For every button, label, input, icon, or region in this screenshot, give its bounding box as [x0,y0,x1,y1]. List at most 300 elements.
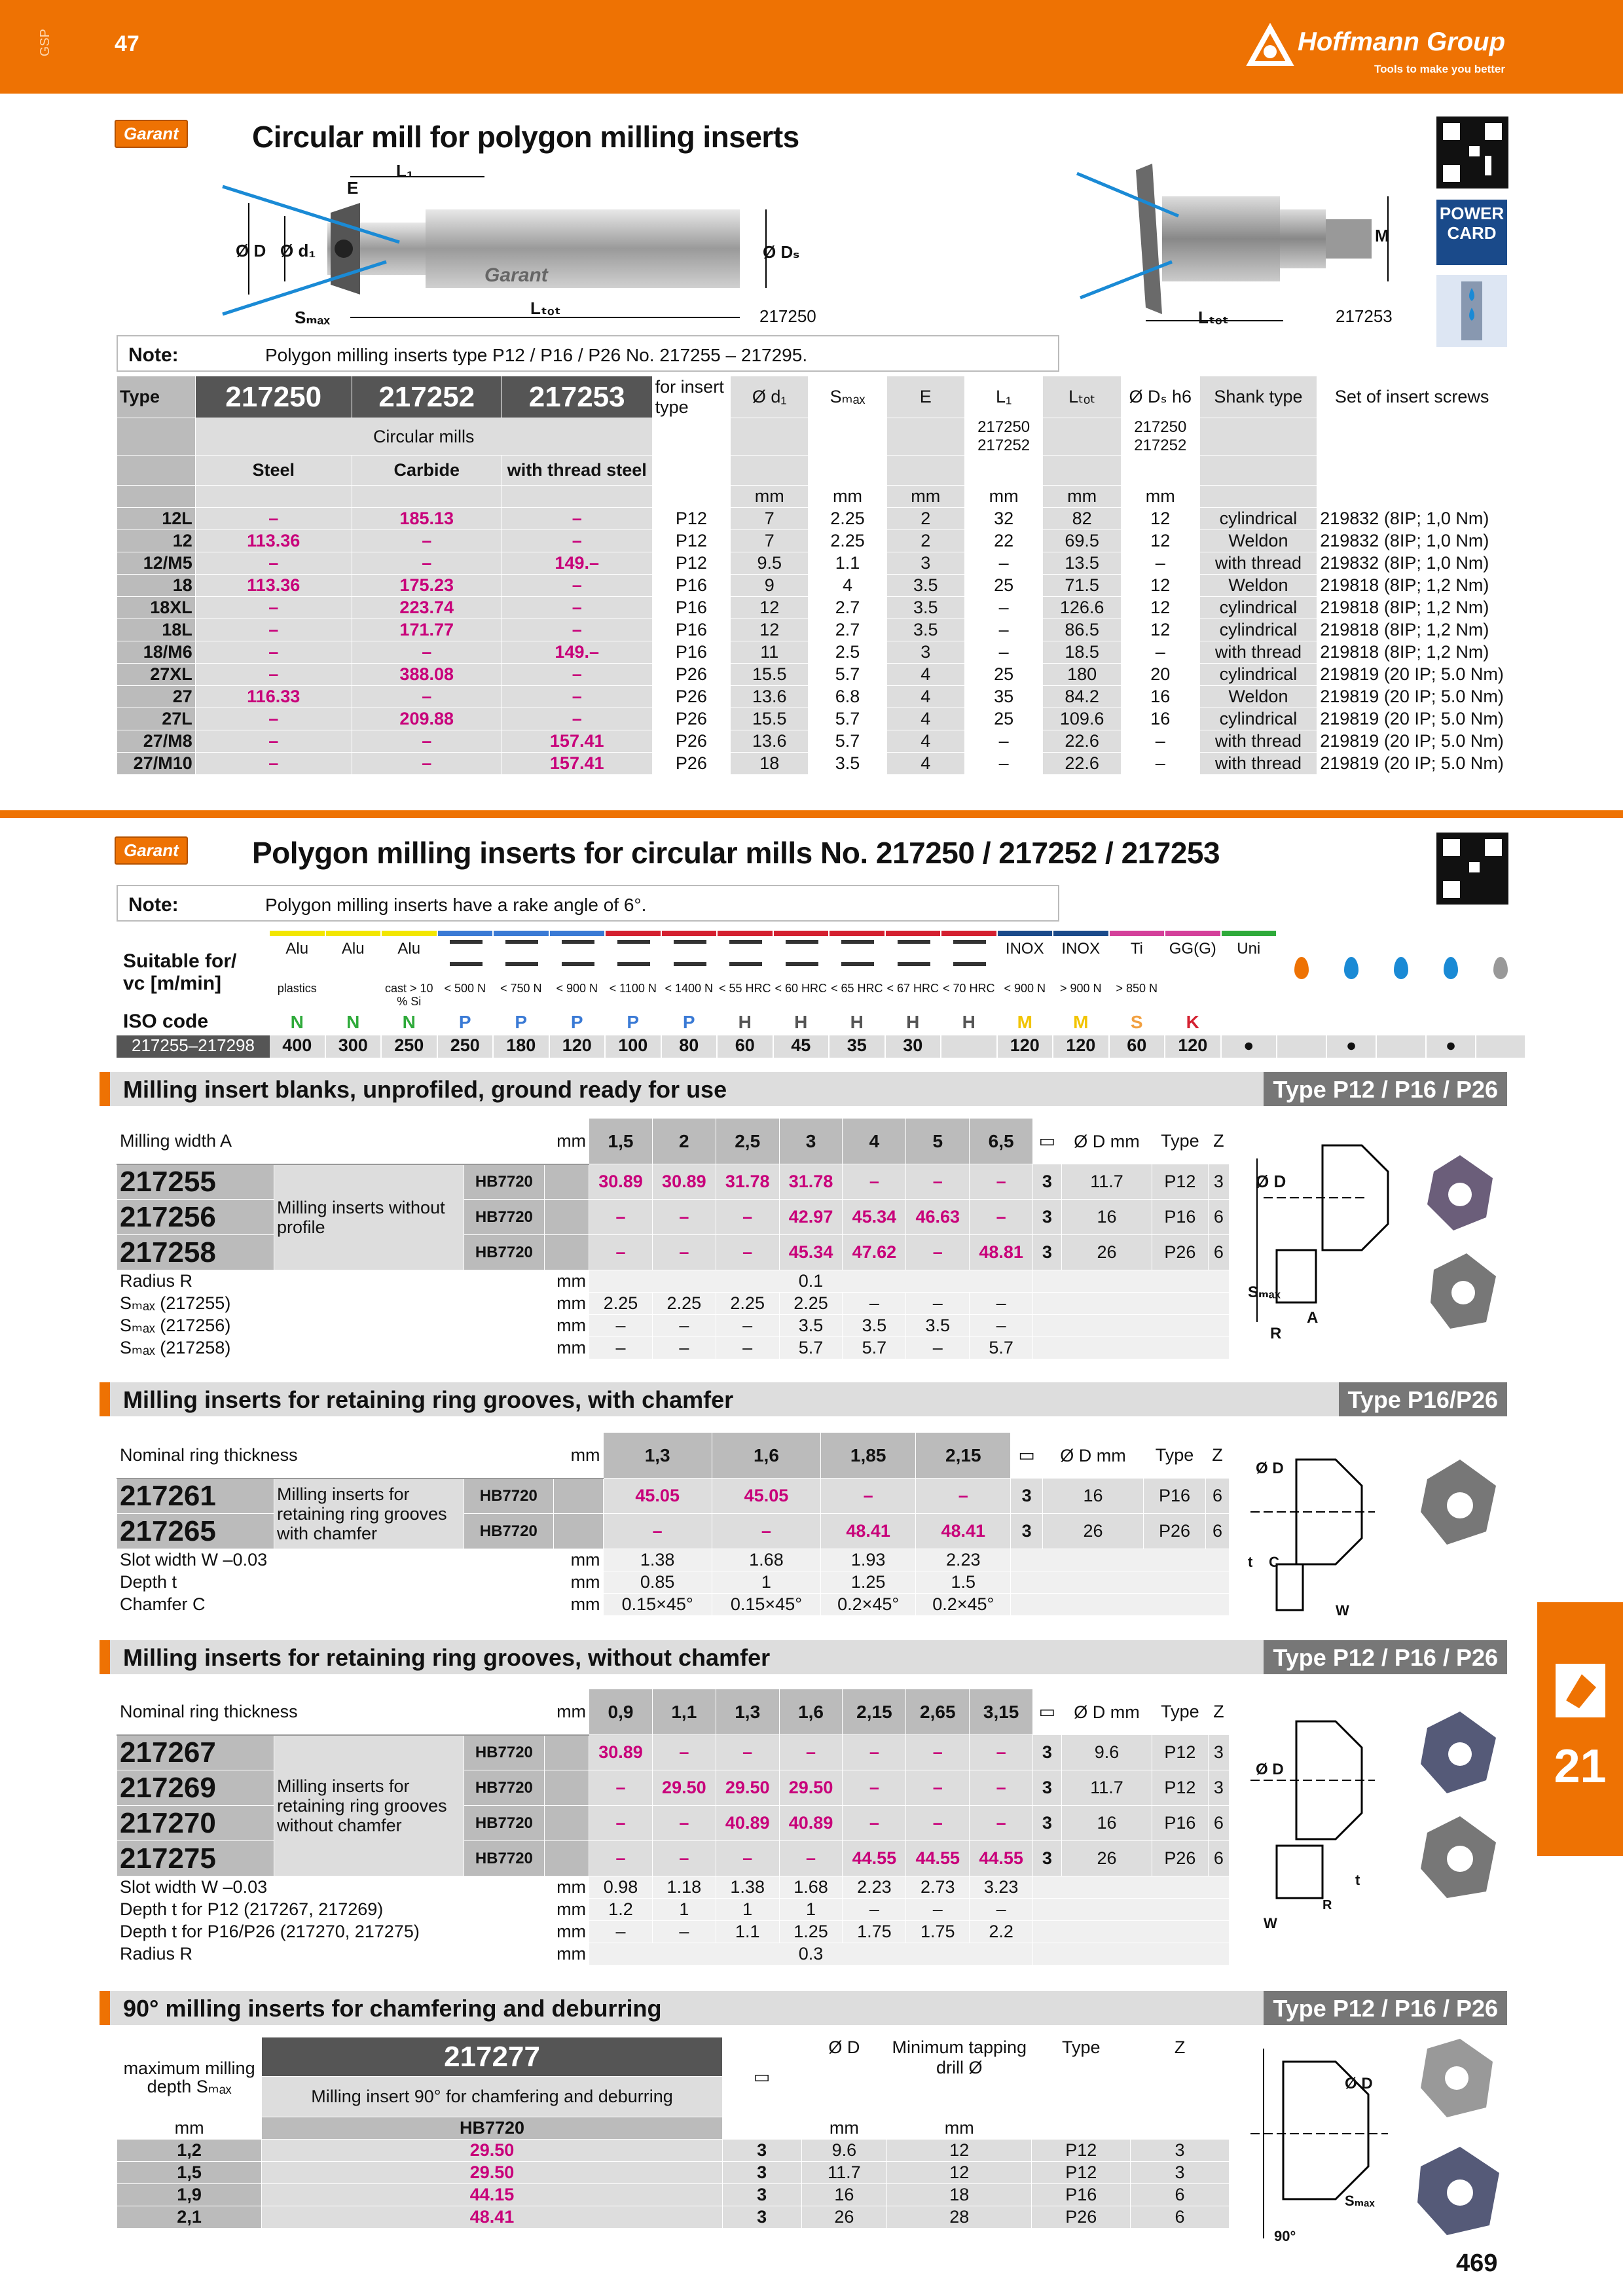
z-cell: 6 [1206,1514,1230,1549]
price-cell: – [916,1479,1011,1514]
dim-cell: 25 [964,664,1043,686]
insert-type-cell: P26 [652,753,730,775]
iso-label: ISO code [123,1011,209,1032]
material-sub: < 65 HRC [830,982,883,995]
insert-type-cell: P26 [652,686,730,708]
smax-value: – [970,1315,1033,1337]
dim-cell: 109.6 [1043,708,1121,730]
shank-cell: cylindrical [1199,664,1317,686]
diag-smax: Sₘₐₓ [1248,1283,1281,1301]
price-cell: – [195,641,352,664]
shank-cell: Weldon [1199,575,1317,597]
dim-cell: 4 [886,664,964,686]
depth-cell: 1,5 [117,2162,262,2184]
z-cell: 6 [1206,1479,1230,1514]
dim-cell: 1.1 [809,552,886,575]
extra-value: 1.25 [821,1571,916,1594]
table-row [117,597,1507,619]
type-header: Type [1032,2037,1131,2117]
deburr-diagram [1244,2036,1519,2251]
extra-row [117,1549,1230,1571]
price-cell: 44.55 [843,1841,906,1876]
material-column [886,931,941,1059]
note-text: Polygon milling inserts type P12 / P16 / P26 No. 217255 – 217295. [265,345,808,365]
chamfer-diagram [1244,1440,1519,1630]
iso-code: P [515,1012,528,1032]
diag-d: Ø D [1256,1172,1286,1191]
article-number: 217269 [117,1770,274,1806]
dim-cell: 7 [731,530,809,552]
blanks-diagram [1244,1132,1519,1355]
size-header: 4 [843,1119,906,1164]
qty-cell: 3 [1033,1806,1062,1841]
row-label: Depth t for P12 (217267, 217269) [117,1899,545,1921]
value-cell: P16 [1032,2184,1131,2206]
label-art-217253: 217253 [1336,306,1393,326]
screws-cell: 219819 (20 IP; 5.0 Nm) [1317,686,1507,708]
material-column [326,931,381,1059]
material-sub: cast > 10 % Si [384,982,433,1008]
z-cell: 6 [1208,1806,1229,1841]
spacer [1011,1594,1230,1616]
depth-cell: 1,9 [117,2184,262,2206]
vc-value: 80 [662,1035,717,1058]
grade: HB7720 [464,1841,545,1876]
thread-label: with thread steel [501,456,652,486]
label-l1: L₁ [396,161,414,181]
iso-code: H [738,1012,752,1032]
extra-value: 1 [779,1899,843,1921]
grade: HB7720 [464,1235,545,1270]
price-cell: 45.05 [712,1479,820,1514]
material-column [941,931,996,1059]
dim-cell: 11 [731,641,809,664]
table-row [117,686,1507,708]
nochamfer-diag-r: R [1322,1898,1332,1912]
price-cell: – [195,597,352,619]
extra-value: 0.85 [603,1571,712,1594]
vc-label: vc [m/min] [123,973,222,994]
d-cell: 16 [1042,1479,1143,1514]
material-column [1165,931,1220,1059]
brand-name: Hoffmann Group [1297,27,1505,56]
description: Milling inserts for retaining ring grooves with chamfer [274,1479,464,1549]
chapter-number: 21 [1554,1740,1607,1793]
shank-cell: Weldon [1199,530,1317,552]
price-cell: – [195,619,352,641]
material-color-bar [662,931,717,936]
iso-code: P [682,1012,695,1032]
smax-value: 3.5 [843,1315,906,1337]
smax-value: – [652,1337,716,1359]
price-cell: 29.50 [716,1770,779,1806]
dim-cell: – [964,753,1043,775]
material-top: Ti [1130,940,1143,958]
spacer [544,1235,589,1270]
row-label: Depth t for P16/P26 (217270, 217275) [117,1921,545,1943]
nochamfer-header [100,1640,1507,1674]
article-number: 217265 [117,1514,274,1549]
vc-value: 300 [326,1035,381,1058]
price-cell: 44.55 [970,1841,1033,1876]
extra-value: – [970,1899,1033,1921]
material-sub: < 1400 N [665,982,714,995]
price-cell: – [352,552,501,575]
label-m: M [1375,226,1389,245]
dim-cell: 3.5 [886,575,964,597]
dim-cell: 18 [731,753,809,775]
nochamfer-diag-w: W [1264,1915,1277,1931]
value-cell: P26 [1032,2206,1131,2229]
material-color-bar [941,931,996,936]
label-ltot-2: Lₜₒₜ [1198,308,1229,327]
price-cell: 44.15 [262,2184,723,2206]
price-cell: 46.63 [906,1200,970,1235]
value-cell: P12 [1032,2140,1131,2162]
qr-code-icon-2[interactable] [1436,833,1508,905]
spacer [544,1200,589,1235]
screws-cell: 219819 (20 IP; 5.0 Nm) [1317,730,1507,753]
price-cell: – [716,1235,779,1270]
dim-cell: 126.6 [1043,597,1121,619]
insert-type-cell: P26 [652,730,730,753]
diag-r: R [1270,1325,1282,1342]
price-cell: 175.23 [352,575,501,597]
nochamfer-table [117,1689,1230,1965]
table-row [117,2140,1230,2162]
table-row [117,1479,1230,1514]
coolant-drop-icon [1394,957,1408,979]
vc-value: 120 [550,1035,605,1058]
ds-ref: 217250 217252 [1121,418,1199,456]
chamfer-title: Milling inserts for retaining ring grooves, with chamfer [123,1386,734,1413]
material-column [494,931,549,1059]
material-color-bar [998,931,1053,936]
blanks-type: Type P12 / P16 / P26 [1264,1072,1507,1106]
beam-icon [953,940,986,966]
label-art-217250: 217250 [759,306,816,326]
range-label: 217255–217298 [117,1035,270,1058]
material-column [774,931,829,1059]
insert-type-cell: P16 [652,641,730,664]
smax-value: – [716,1337,779,1359]
screws-cell: 219818 (8IP; 1,2 Nm) [1317,575,1507,597]
article-number: 217277 [262,2037,723,2077]
price-cell: – [652,1806,716,1841]
extra-value: 0.98 [589,1876,653,1899]
material-sub: < 750 N [500,982,542,995]
unit-mm: mm [544,1337,589,1359]
price-cell: 29.50 [262,2140,723,2162]
price-cell: 44.55 [906,1841,970,1876]
qty-cell: 3 [1011,1514,1043,1549]
material-color-bar [774,931,829,936]
spacer [1033,1270,1230,1293]
blanks-title: Milling insert blanks, unprofiled, ground ready for use [123,1076,727,1103]
smax-value: 2.25 [779,1293,843,1315]
price-cell: 30.89 [652,1164,716,1200]
price-cell: – [501,508,652,530]
value-cell: P12 [1032,2162,1131,2184]
price-cell: – [843,1735,906,1770]
type-header: Type [1152,1689,1208,1735]
table-row [117,1164,1230,1200]
price-cell: – [970,1200,1033,1235]
article-number: 217256 [117,1200,274,1235]
qty-cell: 3 [1033,1841,1062,1876]
dim-cell: 82 [1043,508,1121,530]
insert-type-cell: P16 [652,597,730,619]
type-cell: P26 [1152,1841,1208,1876]
value-cell: 3 [722,2140,801,2162]
size-header: 3,15 [970,1689,1033,1735]
unit-mm: mm [964,486,1043,508]
spacer [1011,1571,1230,1594]
extra-value: – [589,1921,653,1943]
material-column [606,931,661,1059]
iso-code: H [962,1012,976,1032]
type-cell: 27XL [117,664,196,686]
table-row [117,664,1507,686]
price-cell: – [352,641,501,664]
iso-code: P [458,1012,471,1032]
article-number: 217261 [117,1479,274,1514]
qty-cell: 3 [1011,1479,1043,1514]
material-column [1110,931,1165,1059]
extra-value: 1.75 [906,1921,970,1943]
spacer [1033,1921,1230,1943]
material-sub: < 60 HRC [775,982,828,995]
dim-cell: 180 [1043,664,1121,686]
col-smax: Sₘₐₓ [809,376,886,418]
extra-value: 2.23 [916,1549,1011,1571]
extra-value: 1 [652,1899,716,1921]
price-cell: 48.41 [821,1514,916,1549]
dim-cell: 22 [964,530,1043,552]
deburr-diag-angle: 90° [1274,2228,1296,2244]
price-cell: 185.13 [352,508,501,530]
type-cell: P16 [1152,1806,1208,1841]
screws-cell: 219819 (20 IP; 5.0 Nm) [1317,708,1507,730]
dim-cell: 12 [1121,530,1199,552]
dim-cell: 32 [964,508,1043,530]
label-ltot: Lₜₒₜ [530,298,561,318]
col-e: E [886,376,964,418]
size-header: 5 [906,1119,970,1164]
deburr-diag-d: Ø D [1345,2075,1373,2092]
vc-value: 120 [998,1035,1053,1058]
dim-cell: 13.6 [731,730,809,753]
size-header: 2 [652,1119,716,1164]
col-type: Type [117,376,196,418]
dim-cell: 3.5 [809,753,886,775]
qr-code-icon[interactable] [1436,117,1508,188]
material-color-bar [1165,931,1220,936]
price-cell: – [843,1806,906,1841]
iso-code: H [906,1012,920,1032]
dim-cell: 12 [731,619,809,641]
d-header: Ø D mm [1061,1119,1152,1164]
coolant-column [1327,931,1376,1059]
extra-row [117,1876,1230,1899]
material-top: INOX [1005,940,1044,958]
unit-mm: mm [544,1119,589,1164]
d-cell: 16 [1061,1806,1152,1841]
coolant-column [1427,931,1475,1059]
size-header: 1,6 [712,1433,820,1479]
d-header: Ø D mm [1061,1689,1152,1735]
unit-mm: mm [544,1876,589,1899]
material-sub: < 900 N [556,982,598,995]
iso-code: N [402,1012,416,1032]
d-cell: 11.7 [1061,1770,1152,1806]
price-cell: – [906,1735,970,1770]
price-cell: – [843,1164,906,1200]
chamfer-header [100,1382,1507,1416]
power-card-badge[interactable]: POWER CARD [1436,200,1507,265]
material-sub: > 850 N [1116,982,1158,995]
circular-mills-label: Circular mills [195,418,652,456]
price-cell: – [195,664,352,686]
section2-title: Polygon milling inserts for circular mills No. 217250 / 217252 / 217253 [252,836,1220,870]
unit-mm: mm [1121,486,1199,508]
value-cell: 3 [722,2162,801,2184]
price-cell: – [589,1770,653,1806]
coolant-column [1277,931,1326,1059]
type-cell: 27L [117,708,196,730]
dim-cell: 12 [1121,619,1199,641]
price-cell: 48.41 [262,2206,723,2229]
chapter-tab[interactable] [1537,1602,1623,1856]
size-header: 3 [779,1119,843,1164]
dim-cell: 16 [1121,686,1199,708]
unit-mm: mm [544,1315,589,1337]
deburr-header [100,1991,1507,2025]
table-row [117,2162,1230,2184]
dim-cell: – [1121,552,1199,575]
row-label: Sₘₐₓ (217258) [117,1337,545,1359]
price-cell: 29.50 [779,1770,843,1806]
price-cell: 40.89 [779,1806,843,1841]
extra-value: 1.1 [716,1921,779,1943]
dim-cell: 18.5 [1043,641,1121,664]
col-ds: Ø Dₛ h6 [1121,376,1199,418]
material-color-bar [606,931,661,936]
table-cell [722,2117,801,2140]
description: Milling inserts for retaining ring grooves without chamfer [274,1735,464,1876]
material-color-bar [718,931,773,936]
dim-cell: 3.5 [886,619,964,641]
beam-icon [898,940,930,966]
price-cell: – [603,1514,712,1549]
extra-row [117,1899,1230,1921]
shank-cell: with thread [1199,753,1317,775]
price-cell: – [501,708,652,730]
extra-value: 0.15×45° [712,1594,820,1616]
dim-cell: 6.8 [809,686,886,708]
drill-header: Minimum tapping drill Ø [887,2037,1032,2117]
price-cell: 47.62 [843,1235,906,1270]
value-cell: 11.7 [801,2162,887,2184]
price-cell: – [352,530,501,552]
table-row [117,508,1507,530]
type-cell: 12/M5 [117,552,196,575]
unit-mm: mm [887,2117,1032,2140]
material-column [270,931,325,1059]
steel-label: Steel [195,456,352,486]
beam-icon [562,940,594,966]
price-cell: – [352,686,501,708]
page-number: 47 [115,31,139,56]
depth-cell: 2,1 [117,2206,262,2229]
price-cell: – [589,1200,653,1235]
value-cell: 18 [887,2184,1032,2206]
material-color-bar [326,931,381,936]
vc-value: 120 [1053,1035,1108,1058]
col-for-insert: for insert type [652,376,730,418]
vc-value: 35 [830,1035,884,1058]
price-cell: 149.– [501,641,652,664]
spacer [544,1164,589,1200]
z-cell: 3 [1208,1770,1229,1806]
price-cell: – [970,1735,1033,1770]
label-ds: Ø Dₛ [763,242,800,262]
value-cell: 16 [801,2184,887,2206]
value-cell: 6 [1131,2206,1230,2229]
z-cell: 3 [1208,1164,1229,1200]
diag-a: A [1307,1309,1319,1327]
beam-icon [786,940,818,966]
row-label: Radius R [117,1270,545,1293]
type-cell: 27/M8 [117,730,196,753]
material-column [718,931,773,1059]
size-header: 1,1 [652,1689,716,1735]
spacer [544,1770,589,1806]
iso-code: K [1186,1012,1199,1032]
price-cell: – [970,1770,1033,1806]
beam-icon [617,940,650,966]
beam-icon [450,940,483,966]
price-cell: – [589,1806,653,1841]
price-cell: – [779,1841,843,1876]
table-row [117,619,1507,641]
price-cell: – [716,1841,779,1876]
dim-cell: 20 [1121,664,1199,686]
dim-cell: – [964,641,1043,664]
row-label: Depth t [117,1571,554,1594]
table-cell [1032,2117,1131,2140]
z-header: Z [1206,1433,1230,1479]
insert-type-cell: P16 [652,575,730,597]
price-cell: 113.36 [195,530,352,552]
description: Milling insert 90° for chamfering and deburring [262,2077,723,2117]
extra-value: 2.23 [843,1876,906,1899]
price-cell: 157.41 [501,730,652,753]
radius-value: 0.1 [589,1270,1033,1293]
shank-cell: cylindrical [1199,508,1317,530]
extra-value: – [906,1899,970,1921]
radius-row [117,1943,1230,1965]
extra-value: 1.68 [779,1876,843,1899]
dim-cell: 3 [886,552,964,575]
note-label: Note: [128,344,179,366]
dim-cell: 7 [731,508,809,530]
article-number: 217270 [117,1806,274,1841]
z-header: Z [1208,1119,1229,1164]
d-cell: 26 [1061,1841,1152,1876]
dim-cell: 84.2 [1043,686,1121,708]
material-color-bar [1110,931,1165,936]
